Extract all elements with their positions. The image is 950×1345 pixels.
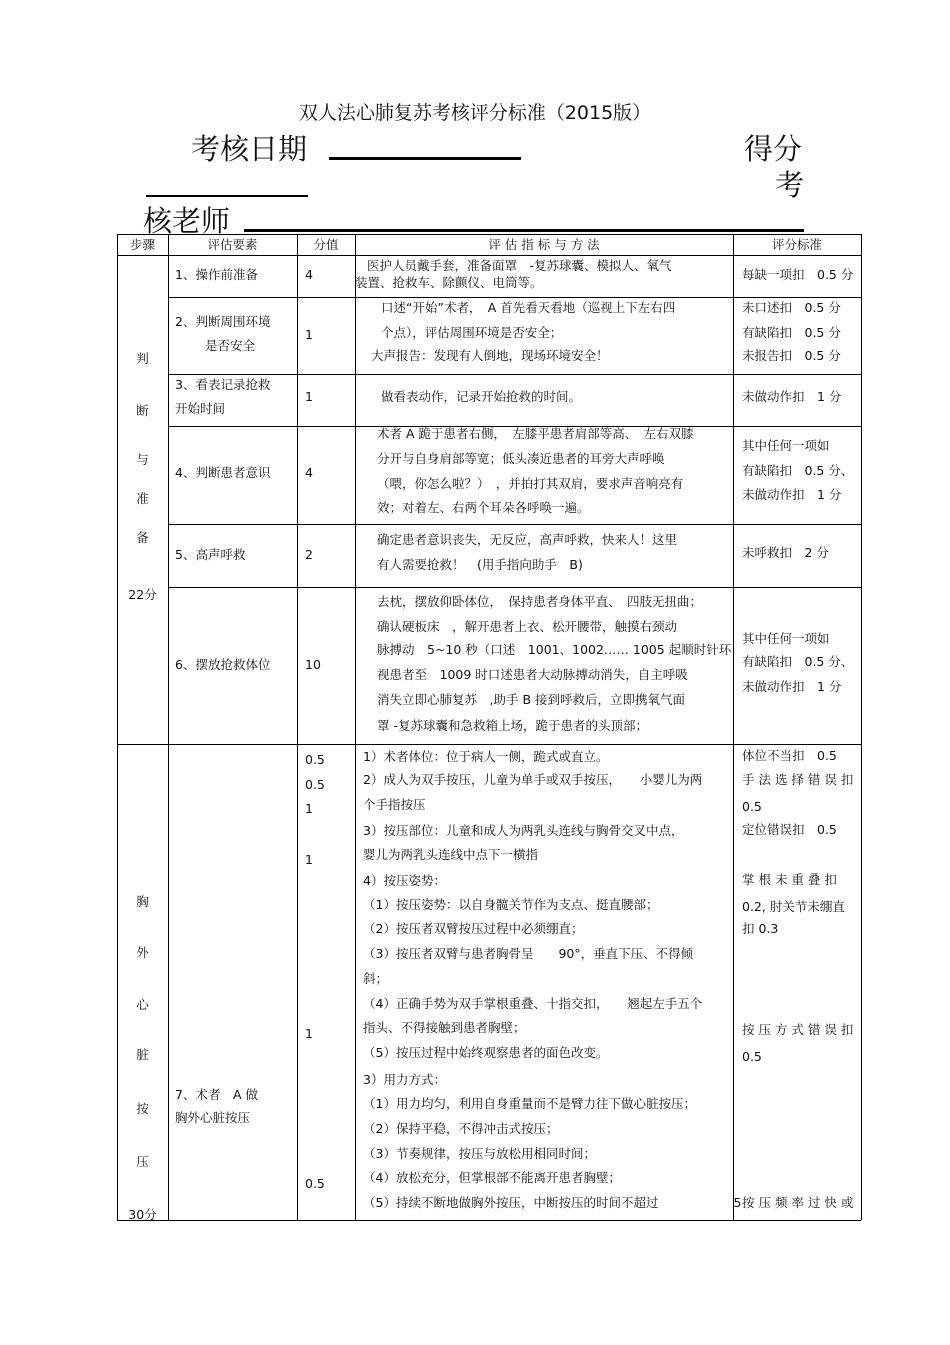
cell-text-method: 2）成人为双手按压，儿童为单手或双手按压， 小婴儿为两	[363, 772, 703, 787]
cell-text-criteria: 其中任何一项如	[742, 438, 830, 453]
cell-text-criteria: 0.2, 肘关节未绷直	[742, 899, 845, 914]
cell-text-method: 脉搏动 5~10 秒（口述 1001、1002…… 1005 起顺时针环	[377, 642, 732, 657]
section-label-char: 外	[136, 945, 149, 960]
cell-text-score: 1	[305, 389, 313, 404]
cell-text-criteria: 掌 根 未 重 叠 扣	[742, 872, 837, 887]
score-label: 得分	[744, 132, 803, 166]
cell-text-criteria: 未呼救扣 2 分	[742, 545, 829, 560]
cell-text-element: 2、判断周围环境	[175, 314, 271, 329]
cell-text-criteria: 每缺一项扣 0.5 分	[742, 267, 854, 282]
cell-text-method: 个手指按压	[363, 797, 426, 812]
cell-text-score: 0.5	[305, 752, 325, 767]
cell-text-score: 10	[305, 657, 321, 672]
header-bottom-line	[117, 255, 861, 256]
table-border-top	[117, 234, 861, 235]
exam-date-blank[interactable]	[329, 157, 521, 160]
cell-text-score: 1	[305, 327, 313, 342]
cell-text-method: 大声报告：发现有人倒地，现场环境安全！	[371, 348, 609, 363]
cell-text-score: 0.5	[305, 1176, 325, 1191]
cell-text-method: （2）按压者双臂按压过程中必须绷直；	[363, 921, 584, 936]
cell-text-element: 是否安全	[205, 338, 256, 353]
cell-text-method: （1）用力均匀，利用自身重量而不是臂力往下做心脏按压；	[363, 1096, 696, 1111]
cell-text-method: 3）用力方式：	[363, 1072, 446, 1087]
row-divider	[117, 744, 861, 745]
section-points: 22分	[128, 587, 157, 602]
column-divider	[861, 234, 862, 1220]
cell-text-element: 6、摆放抢救体位	[175, 657, 271, 672]
column-header: 评估要素	[207, 237, 258, 252]
cell-text-criteria: 有缺陷扣 0.5 分	[742, 325, 841, 340]
cell-text-method: （4）正确手势为双手掌根重叠、十指交扣， 翘起左手五个	[363, 996, 703, 1011]
cell-text-criteria: 0.5	[742, 1049, 762, 1064]
column-header: 评 估 指 标 与 方 法	[488, 237, 600, 252]
cell-text-criteria: 按 压 方 式 错 误 扣	[742, 1022, 854, 1037]
column-header: 分值	[313, 237, 339, 252]
cell-text-method: （5）持续不断地做胸外按压，中断按压的时间不超过 5	[363, 1195, 742, 1210]
section-label-char: 备	[136, 530, 149, 545]
section-label-char: 准	[136, 491, 149, 506]
cell-text-criteria: 未报告扣 0.5 分	[742, 348, 841, 363]
examiner-label-char: 考	[775, 168, 805, 202]
section-points: 30分	[128, 1207, 157, 1222]
cell-text-method: （1）按压姿势：以自身髋关节作为支点、挺直腰部；	[363, 897, 659, 912]
cell-text-method: 确认硬板床 ，解开患者上衣、松开腰带，触摸右颈动	[377, 619, 678, 634]
cell-text-method: 做看表动作，记录开始抢救的时间。	[381, 389, 582, 404]
cell-text-method: 个点），评估周围环境是否安全；	[381, 325, 563, 340]
cell-text-method: （2）保持平稳，不得冲击式按压；	[363, 1121, 559, 1136]
cell-text-method: （4）放松充分，但掌根部不能离开患者胸壁；	[363, 1170, 621, 1185]
cell-text-method: （3）节奏规律，按压与放松用相同时间；	[363, 1146, 596, 1161]
cell-text-criteria: 未口述扣 0.5 分	[742, 300, 841, 315]
cell-text-element: 开始时间	[175, 401, 226, 416]
column-divider	[733, 234, 734, 1220]
column-divider	[168, 234, 169, 1220]
column-header: 步骤	[129, 237, 155, 252]
column-header: 评分标准	[771, 237, 822, 252]
cell-text-criteria: 未做动作扣 1 分	[742, 679, 842, 694]
cell-text-criteria: 按 压 频 率 过 快 或	[742, 1195, 854, 1210]
cell-text-criteria: 手 法 选 择 错 误 扣	[742, 772, 854, 787]
row-divider	[168, 587, 861, 588]
cell-text-element: 4、判断患者意识	[175, 465, 271, 480]
cell-text-element: 5、高声呼救	[175, 547, 246, 562]
cell-text-element: 胸外心脏按压	[175, 1110, 251, 1125]
section-label-char: 按	[136, 1101, 149, 1116]
cell-text-method: 分开与自身肩部等宽；低头凑近患者的耳旁大声呼唤	[377, 451, 665, 466]
document-title: 双人法心肺复苏考核评分标准（2015版）	[298, 102, 652, 124]
cell-text-method: （喂，你怎么啦？） ，并拍打其双肩，要求声音响亮有	[377, 476, 684, 491]
column-divider	[355, 234, 356, 1220]
cell-text-method: （5）按压过程中始终观察患者的面色改变。	[363, 1045, 609, 1060]
cell-text-method: 婴儿为两乳头连线中点下一横指	[363, 847, 539, 862]
cell-text-method: 视患者至 1009 时口述患者大动脉搏动消失，自主呼吸	[377, 667, 688, 682]
cell-text-score: 1	[305, 801, 313, 816]
section-label-char: 与	[136, 452, 149, 467]
cell-text-criteria: 定位错误扣 0.5	[742, 822, 837, 837]
cell-text-criteria: 有缺陷扣 0.5 分、	[742, 654, 854, 669]
cell-text-criteria: 未做动作扣 1 分	[742, 389, 842, 404]
cell-text-criteria: 体位不当扣 0.5	[742, 748, 837, 763]
cell-text-method: 有人需要抢救！ (用手指向助手 B)	[377, 557, 583, 572]
cell-text-method: 去枕，摆放仰卧体位， 保持患者身体平直、 四肢无扭曲；	[377, 594, 703, 609]
column-divider	[117, 234, 118, 1220]
row-divider	[168, 297, 861, 298]
cell-text-score: 1	[305, 1026, 313, 1041]
cell-text-method: 1）术者体位：位于病人一侧，跪式或直立。	[363, 749, 609, 764]
cell-text-score: 1	[305, 852, 313, 867]
cell-text-criteria: 扣 0.3	[742, 921, 779, 936]
cell-text-criteria: 0.5	[742, 799, 762, 814]
cell-text-score: 4	[305, 465, 313, 480]
cell-text-method: 确定患者意识丧失，无反应，高声呼救，快来人！这里	[377, 532, 678, 547]
cell-text-criteria: 未做动作扣 1 分	[742, 487, 842, 502]
section-label-char: 心	[136, 997, 149, 1012]
cell-text-method: 罩 -复苏球囊和急救箱上场，跪于患者的头顶部；	[377, 718, 648, 733]
cell-text-method: 斜；	[363, 971, 389, 986]
row-divider	[168, 524, 861, 525]
row-divider	[117, 1220, 861, 1221]
section-label-char: 断	[136, 403, 149, 418]
cell-text-method: （3）按压者双臂与患者胸骨呈 90°，垂直下压、不得倾	[363, 946, 694, 961]
cell-text-method: 3）按压部位：儿童和成人为两乳头连线与胸骨交叉中点，	[363, 823, 684, 838]
cell-text-method: 消失立即心肺复苏 ,助手 B 接到呼救后，立即携氧气面	[377, 692, 685, 707]
cell-text-score: 0.5	[305, 777, 325, 792]
section-label-char: 胸	[136, 894, 149, 909]
section-label-char: 判	[136, 351, 149, 366]
cell-text-criteria: 有缺陷扣 0.5 分、	[742, 463, 854, 478]
cell-text-method: 医护人员戴手套，准备面罩 -复苏球囊、模拟人、氧气	[367, 258, 672, 273]
cell-text-method: 效；对着左、右两个耳朵各呼唤一遍。	[377, 500, 590, 515]
column-divider	[297, 234, 298, 1220]
examiner-blank[interactable]	[244, 229, 804, 232]
section-label-char: 压	[136, 1154, 149, 1169]
section-label-char: 脏	[136, 1047, 149, 1062]
cell-text-score: 4	[305, 267, 313, 282]
cell-text-element: 7、术者 A 做	[175, 1087, 258, 1102]
cell-text-score: 2	[305, 547, 313, 562]
cell-text-method: 4）按压姿势：	[363, 873, 446, 888]
exam-date-label: 考核日期	[191, 132, 308, 166]
score-blank[interactable]	[146, 195, 308, 197]
cell-text-method: 术者 A 跪于患者右侧， 左膝平患者肩部等高、 左右双膝	[377, 426, 694, 441]
cell-text-element: 3、看表记录抢救	[175, 377, 271, 392]
cell-text-method: 装置、抢救车、除颤仪、电筒等。	[355, 275, 543, 290]
cell-text-criteria: 其中任何一项如	[742, 631, 830, 646]
examiner-label: 核老师	[143, 204, 231, 238]
cell-text-method: 口述“开始”术者， A 首先看天看地（巡视上下左右四	[381, 300, 676, 315]
cell-text-element: 1、操作前准备	[175, 267, 258, 282]
row-divider	[168, 374, 861, 375]
cell-text-method: 指头、不得接触到患者胸壁；	[363, 1020, 526, 1035]
